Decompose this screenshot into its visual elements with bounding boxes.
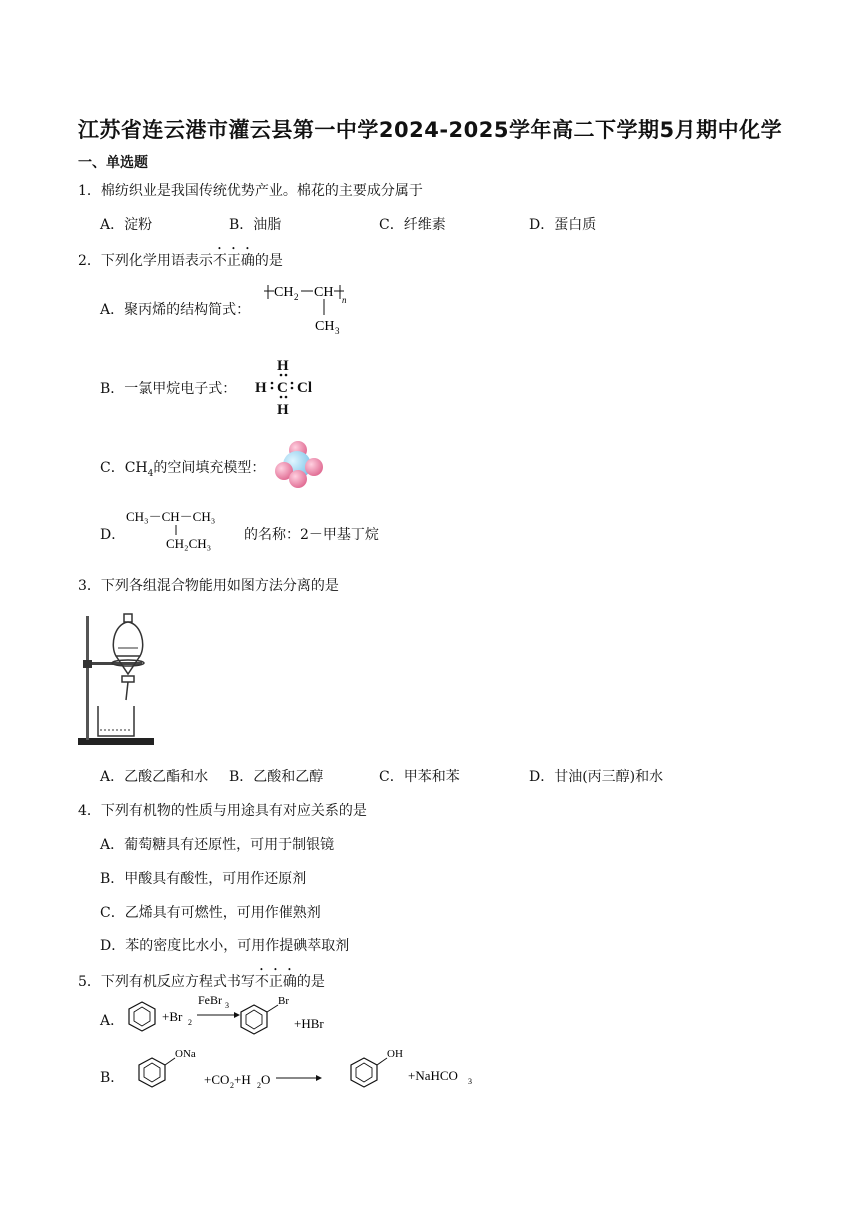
methylbutane-formula	[124, 506, 236, 552]
substituent-oh: OH	[387, 1048, 403, 1060]
formula-ch2: CH	[274, 285, 294, 300]
product-hbr: +HBr	[294, 1016, 324, 1031]
q1-option-b: B．油脂	[229, 217, 282, 233]
reagent-br2: +Br	[162, 1009, 183, 1024]
q2-option-a-label: A．聚丙烯的结构简式：	[100, 302, 251, 318]
question-4-stem: 4．下列有机物的性质与用途具有对应关系的是	[78, 803, 367, 819]
q3-option-d: D．甘油(丙三醇)和水	[529, 769, 664, 785]
reagent-co2: +CO	[204, 1072, 230, 1087]
q2-option-d-name: 的名称：2－甲基丁烷	[244, 527, 379, 543]
atom-h-left: H	[255, 380, 267, 396]
q1-option-d: D．蛋白质	[529, 217, 597, 233]
reagent-h2o: +H	[234, 1072, 251, 1087]
product-nahco3-sub: 3	[468, 1077, 472, 1086]
formula-n: n	[342, 295, 347, 305]
q2-option-c-label: C．$CH_4$的空间填充模型：	[100, 460, 266, 479]
q4-option-c: C．乙烯具有可燃性，可用作催熟剂	[100, 905, 321, 921]
q1-option-c: C．纤维素	[379, 217, 446, 233]
reagent-h2o-o: O	[261, 1072, 271, 1087]
q5-option-a-label: A．	[100, 1013, 125, 1029]
atom-h-top: H	[277, 358, 289, 374]
q2-option-b-label: B．一氯甲烷电子式：	[100, 381, 237, 397]
formula-ch: CH	[314, 285, 334, 300]
section-heading: 一、单选题	[78, 155, 148, 171]
formula-ch2-sub: 2	[294, 292, 299, 302]
catalyst-febr3: FeBr	[198, 993, 222, 1007]
q3-option-c: C．甲苯和苯	[379, 769, 460, 785]
q1-option-a: A．淀粉	[100, 217, 153, 233]
question-1-stem: 1．棉纺织业是我国传统优势产业。棉花的主要成分属于	[78, 183, 423, 199]
page-title: 江苏省连云港市灌云县第一中学2024-2025学年高二下学期5月期中化学	[77, 118, 783, 142]
reagent-h2o-sub: 2	[257, 1081, 261, 1090]
question-3-stem: 3．下列各组混合物能用如图方法分离的是	[78, 578, 339, 594]
chloromethane-electron-formula	[252, 354, 322, 420]
atom-cl: Cl	[297, 380, 312, 396]
bromination-equation	[118, 992, 344, 1040]
substituent-br: Br	[278, 995, 289, 1007]
q4-option-a: A．葡萄糖具有还原性，可用于制银镜	[100, 837, 335, 853]
polypropylene-formula	[258, 279, 348, 337]
q2-option-d-label: D．	[100, 527, 126, 543]
atom-c: C	[277, 380, 288, 396]
formula-ch3-sub: 3	[335, 326, 340, 336]
formula-branch: CH₂CH₃	[166, 536, 212, 551]
question-2-stem: 2．下列化学用语表示不正确的是	[78, 253, 283, 269]
q5-option-b-label: B．	[100, 1070, 125, 1086]
question-5-stem: 5．下列有机反应方程式书写不正确的是	[78, 974, 325, 990]
reagent-co2-sub: 2	[230, 1081, 234, 1090]
benzene-ring-product	[241, 1005, 267, 1034]
phenoxide-equation	[128, 1044, 478, 1094]
q4-option-b: B．甲酸具有酸性，可用作还原剂	[100, 871, 307, 887]
methane-space-filling-model	[270, 437, 332, 489]
atom-h-bottom: H	[277, 402, 289, 418]
phenoxide-ring	[139, 1058, 165, 1087]
q3-option-a: A．乙酸乙酯和水	[100, 769, 209, 785]
substituent-ona: ONa	[175, 1048, 196, 1060]
phenol-ring	[351, 1058, 377, 1087]
separatory-funnel-apparatus	[76, 606, 158, 750]
q4-option-d: D．苯的密度比水小，可用作提碘萃取剂	[100, 938, 350, 954]
benzene-ring-reactant	[129, 1002, 155, 1031]
formula-main-chain: CH₃－CH－CH₃	[126, 509, 216, 524]
reagent-br2-sub: 2	[188, 1018, 192, 1027]
product-nahco3: +NaHCO	[408, 1068, 458, 1083]
q3-option-b: B．乙酸和乙醇	[229, 769, 324, 785]
formula-ch3: CH	[315, 319, 335, 334]
catalyst-febr3-sub: 3	[225, 1001, 229, 1010]
